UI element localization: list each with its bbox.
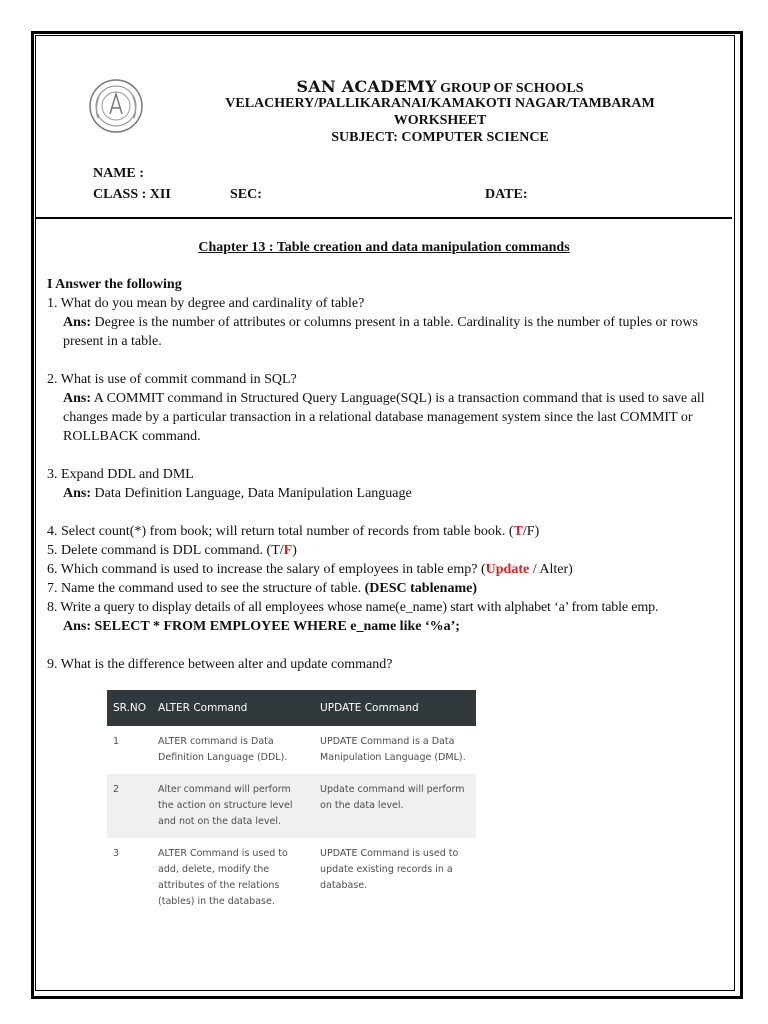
- table-cell: Alter command will perform the action on structure level and not on the data level.: [152, 774, 314, 838]
- table-cell: ALTER Command is used to add, delete, modify the attributes of the relations (tables) in the database.: [152, 838, 314, 918]
- table-cell: 3: [107, 838, 152, 918]
- answer-2: Ans: A COMMIT command in Structured Query Language(SQL) is a transaction command that is used to save all changes made by a particular transaction in a relational database management system since the last COMMIT or ROLLBACK command.: [63, 391, 705, 444]
- question-9: 9. What is the difference between alter and update command?: [47, 657, 393, 672]
- table-row: [107, 774, 476, 838]
- brand-name: SAN ACADEMY: [296, 77, 437, 96]
- table-cell: 1: [107, 726, 152, 774]
- class-field: CLASS : XII: [93, 187, 171, 202]
- answer-4: T: [513, 524, 523, 539]
- section-heading: I Answer the following: [47, 277, 182, 292]
- question-7: 7. Name the command used to see the structure of table. (DESC tablename): [47, 581, 478, 596]
- document-type: WORKSHEET: [393, 113, 487, 128]
- answer-5: F: [283, 543, 293, 558]
- table-row: [107, 838, 476, 918]
- branches: VELACHERY/PALLIKARANAI/KAMAKOTI NAGAR/TAMBARAM: [225, 96, 655, 111]
- group-name: GROUP OF SCHOOLS: [436, 81, 584, 96]
- header-divider: [36, 217, 732, 219]
- name-field: NAME :: [93, 166, 144, 181]
- table-cell: 2: [107, 774, 152, 838]
- answer-1: Ans: Degree is the number of attributes or columns present in a table. Cardinality is the number of tuples or rows present in a table.: [63, 315, 698, 349]
- question-6: 6. Which command is used to increase the salary of employees in table emp? (Update / Alter): [47, 562, 573, 577]
- subject: SUBJECT: COMPUTER SCIENCE: [331, 130, 549, 145]
- answer-7: (DESC tablename): [364, 581, 478, 596]
- question-4: 4. Select count(*) from book; will return total number of records from table book. (T/F): [47, 524, 540, 539]
- date-field: DATE:: [485, 187, 528, 202]
- table-header-row: [107, 690, 476, 726]
- column-header: UPDATE Command: [314, 690, 476, 726]
- answer-8: Ans: SELECT * FROM EMPLOYEE WHERE e_name like ‘%a’;: [63, 619, 460, 634]
- table-row: [107, 726, 476, 774]
- table-cell: UPDATE Command is a Data Manipulation Language (DML).: [314, 726, 476, 774]
- question-2: 2. What is use of commit command in SQL?: [47, 372, 297, 387]
- chapter-title: Chapter 13 : Table creation and data manipulation commands: [198, 240, 570, 255]
- question-1: 1. What do you mean by degree and cardinality of table?: [47, 296, 365, 311]
- answer-6: Update: [485, 562, 530, 577]
- column-header: ALTER Command: [152, 690, 314, 726]
- column-header: SR.NO: [107, 690, 152, 726]
- section-field: SEC:: [230, 187, 262, 202]
- question-8: 8. Write a query to display details of all employees whose name(e_name) start with alphabet ‘a’ from table emp.: [47, 600, 659, 615]
- question-5: 5. Delete command is DDL command. (T/F): [47, 543, 297, 558]
- question-3: 3. Expand DDL and DML: [47, 467, 194, 482]
- question-list: [47, 275, 727, 674]
- table-cell: ALTER command is Data Definition Language (DDL).: [152, 726, 314, 774]
- school-emblem-icon: [88, 78, 144, 134]
- comparison-table: [107, 690, 476, 918]
- table-cell: Update command will perform on the data level.: [314, 774, 476, 838]
- table-cell: UPDATE Command is used to update existing records in a database.: [314, 838, 476, 918]
- answer-3: Ans: Data Definition Language, Data Manipulation Language: [63, 486, 412, 501]
